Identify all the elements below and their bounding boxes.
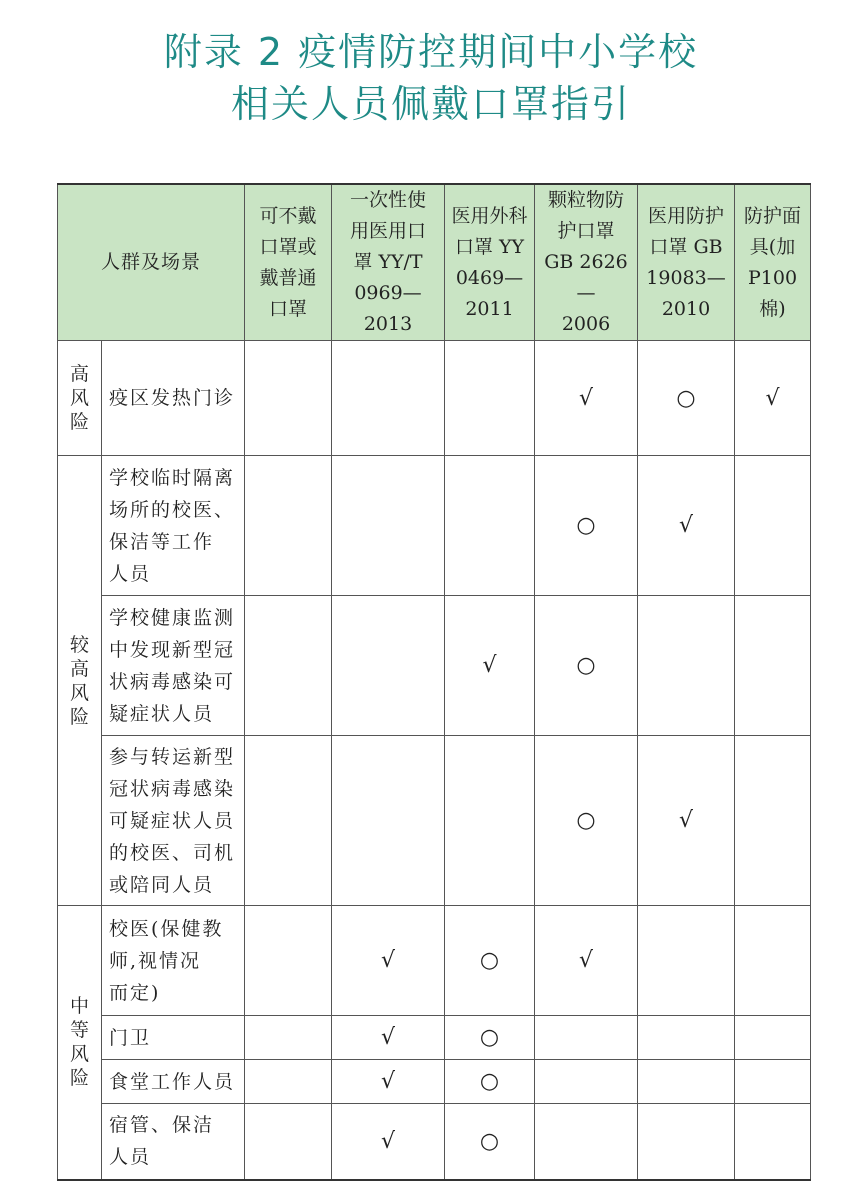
mark-cell: √	[332, 906, 445, 1016]
scene-cell	[102, 1060, 245, 1104]
header-people-scene: 人群及场景	[58, 184, 245, 341]
mark-cell: √	[735, 341, 811, 456]
scene-line: 参与转运新型	[109, 745, 236, 768]
header-line: 可不戴	[259, 204, 317, 227]
header-line: 一次性使	[350, 189, 427, 211]
header-line: 防护面	[744, 204, 802, 227]
scene-cell	[102, 906, 245, 1016]
header-mask-type	[332, 184, 445, 341]
header-line: 0969—2013	[354, 282, 422, 335]
mark-cell	[735, 1016, 811, 1060]
risk-char: 险	[69, 705, 89, 728]
mark-cell: ○	[638, 341, 735, 456]
header-line: 具(加	[749, 235, 796, 258]
mark-cell	[735, 736, 811, 906]
table-row	[58, 341, 811, 456]
header-line: 2006	[561, 313, 611, 335]
scene-line: 状病毒感染可	[109, 670, 236, 693]
risk-char: 高	[69, 657, 89, 680]
mark-cell: ○	[445, 1016, 535, 1060]
header-line: 护口罩	[557, 220, 615, 242]
scene-line: 校医(保健教	[109, 917, 224, 940]
header-line: 棉)	[759, 297, 786, 320]
mark-cell: ○	[535, 596, 638, 736]
header-line: 19083—	[646, 266, 726, 289]
mark-cell	[332, 736, 445, 906]
scene-line: 宿管、保洁	[109, 1114, 215, 1137]
mark-cell	[535, 1104, 638, 1180]
scene-cell	[102, 456, 245, 596]
mark-cell	[245, 906, 332, 1016]
scene-line: 或陪同人员	[109, 873, 215, 896]
mark-cell	[735, 596, 811, 736]
header-line: 用医用口	[350, 220, 427, 242]
mark-cell	[245, 1104, 332, 1180]
mark-cell	[735, 1060, 811, 1104]
risk-char: 中	[69, 995, 89, 1018]
mark-cell: √	[638, 736, 735, 906]
header-mask-type	[535, 184, 638, 341]
header-line: 戴普通	[259, 266, 317, 289]
mark-cell	[245, 736, 332, 906]
header-line: 口罩 GB	[649, 235, 723, 258]
mark-cell	[638, 596, 735, 736]
mark-cell	[332, 341, 445, 456]
risk-char: 高	[69, 363, 89, 385]
scene-line: 人员	[109, 1146, 152, 1169]
mark-cell	[445, 341, 535, 456]
header-line: 2010	[661, 297, 711, 320]
scene-line: 可疑症状人员	[109, 809, 236, 832]
mark-cell: ○	[445, 1060, 535, 1104]
mark-cell	[332, 596, 445, 736]
mark-cell	[245, 456, 332, 596]
mark-cell	[445, 456, 535, 596]
mark-cell: √	[535, 906, 638, 1016]
mark-cell: ○	[535, 736, 638, 906]
table-row	[58, 906, 811, 1016]
risk-char: 风	[69, 1043, 89, 1066]
risk-level-cell	[58, 456, 102, 906]
mark-cell: √	[445, 596, 535, 736]
mark-cell: ○	[535, 456, 638, 596]
header-line: GB 2626—	[544, 251, 628, 304]
scene-line: 学校健康监测	[109, 606, 236, 629]
mark-cell: √	[332, 1060, 445, 1104]
scene-line: 中发现新型冠	[109, 638, 236, 661]
scene-cell	[102, 341, 245, 456]
table-row	[58, 1016, 811, 1060]
mark-cell: √	[332, 1104, 445, 1180]
header-line: 医用外科	[451, 204, 528, 227]
mark-cell	[535, 1016, 638, 1060]
header-mask-type	[735, 184, 811, 341]
mark-cell: ○	[445, 1104, 535, 1180]
mark-cell	[638, 906, 735, 1016]
scene-line: 疑症状人员	[109, 702, 215, 725]
header-mask-type	[245, 184, 332, 341]
scene-cell	[102, 596, 245, 736]
scene-line: 学校临时隔离	[109, 466, 236, 489]
scene-line: 师,视情况	[109, 949, 202, 972]
mark-cell: √	[535, 341, 638, 456]
risk-level-cell	[58, 341, 102, 456]
risk-char: 险	[69, 1067, 89, 1090]
header-line: 颗粒物防	[548, 189, 625, 211]
risk-char: 风	[69, 681, 89, 704]
mark-cell	[245, 1060, 332, 1104]
scene-cell	[102, 1016, 245, 1060]
header-mask-type	[445, 184, 535, 341]
table-row	[58, 456, 811, 596]
risk-char: 等	[69, 1019, 89, 1042]
scene-line: 保洁等工作	[109, 530, 215, 553]
header-line: P100	[747, 266, 798, 289]
mark-cell	[245, 596, 332, 736]
header-line: 口罩或	[259, 235, 317, 258]
mark-cell	[735, 906, 811, 1016]
scene-line: 人员	[109, 562, 152, 585]
table-row	[58, 736, 811, 906]
table-row	[58, 1060, 811, 1104]
header-line: 2011	[465, 297, 514, 320]
header-mask-type	[638, 184, 735, 341]
risk-char: 较	[69, 633, 89, 656]
table-row	[58, 596, 811, 736]
risk-level-cell	[58, 906, 102, 1180]
header-line: 医用防护	[648, 204, 725, 227]
mark-cell	[245, 1016, 332, 1060]
scene-cell	[102, 1104, 245, 1180]
appendix-subtitle: 相关人员佩戴口罩指引	[230, 82, 631, 126]
scene-line: 食堂工作人员	[109, 1070, 236, 1093]
mark-cell	[245, 341, 332, 456]
scene-cell	[102, 736, 245, 906]
mask-guideline-table	[57, 183, 811, 1181]
header-line: 0469—	[455, 266, 524, 289]
mark-cell: √	[332, 1016, 445, 1060]
appendix-title: 附录 2 疫情防控期间中小学校	[163, 30, 699, 74]
scene-line: 的校医、司机	[109, 841, 236, 864]
scene-line: 门卫	[109, 1026, 152, 1049]
scene-line: 疫区发热门诊	[109, 387, 236, 409]
mark-cell: ○	[445, 906, 535, 1016]
table-row	[58, 1104, 811, 1180]
header-line: 口罩 YY	[454, 235, 525, 258]
mark-cell	[638, 1016, 735, 1060]
mark-cell	[638, 1060, 735, 1104]
mark-cell	[535, 1060, 638, 1104]
mark-cell	[332, 456, 445, 596]
scene-line: 场所的校医、	[109, 498, 236, 521]
risk-char: 险	[69, 411, 89, 433]
mark-cell: √	[638, 456, 735, 596]
header-row	[58, 184, 811, 341]
header-line: 口罩	[269, 297, 308, 320]
scene-line: 冠状病毒感染	[109, 777, 236, 800]
header-line: 罩 YY/T	[353, 251, 423, 273]
mark-cell	[638, 1104, 735, 1180]
risk-char: 风	[69, 387, 89, 409]
mark-cell	[445, 736, 535, 906]
mark-cell	[735, 456, 811, 596]
scene-line: 而定)	[109, 981, 161, 1004]
mark-cell	[735, 1104, 811, 1180]
